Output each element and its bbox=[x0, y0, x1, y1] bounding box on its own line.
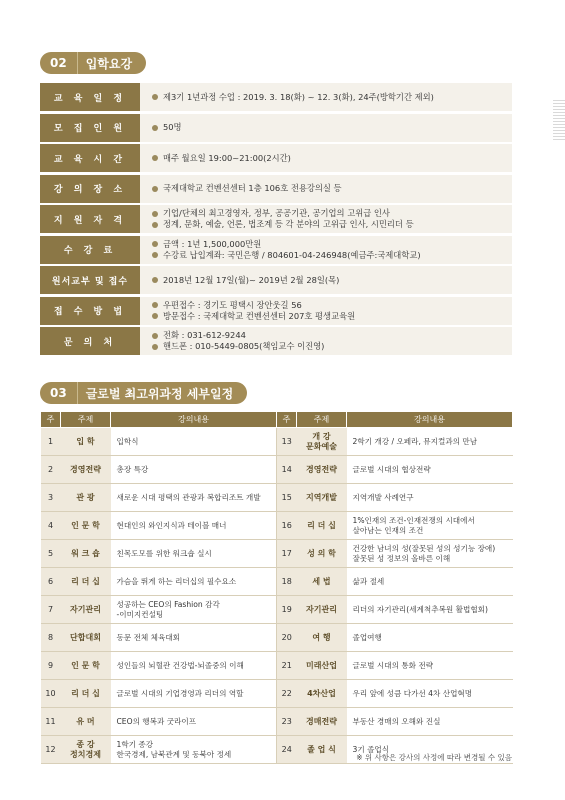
bullet-icon bbox=[152, 211, 158, 217]
info-text: 제3기 1년과정 수업 : 2019. 3. 18(화) ~ 12. 3(화), 24주(방학기간 제외) bbox=[163, 91, 434, 102]
topic-cell: 미래산업 bbox=[297, 652, 347, 680]
week-number: 5 bbox=[41, 540, 61, 568]
content-cell: 글로벌 시대의 기업경영과 리더의 역할 bbox=[111, 680, 277, 708]
info-line bbox=[152, 275, 512, 286]
schedule-row bbox=[41, 484, 513, 512]
bullet-icon bbox=[152, 252, 158, 258]
info-text: 방문접수 : 국제대학교 컨벤션센터 207호 평생교육원 bbox=[163, 310, 356, 321]
info-text: 핸드폰 : 010-5449-0805(책임교수 이진영) bbox=[163, 341, 325, 351]
content-cell: 우리 앞에 성큼 다가선 4차 산업혁명 bbox=[347, 680, 513, 708]
topic-cell: 리 더 십 bbox=[297, 512, 347, 540]
content-cell: 성인들의 뇌혈관 건강법-뇌졸중의 이해 bbox=[111, 652, 277, 680]
info-text: 금액 : 1년 1,500,000만원 bbox=[163, 238, 262, 249]
admission-info-table bbox=[40, 83, 512, 358]
week-number: 18 bbox=[277, 568, 297, 596]
topic-cell: 유 머 bbox=[61, 708, 111, 736]
info-label: 지 원 자 격 bbox=[40, 205, 140, 233]
info-line bbox=[152, 183, 512, 194]
bullet-icon bbox=[152, 186, 158, 192]
info-text: 정계, 문화, 예술, 언론, 법조계 등 각 분야의 고위급 인사, 시민리더 등 bbox=[163, 219, 414, 229]
info-label: 교 육 시 간 bbox=[40, 144, 140, 172]
section-title: 글로벌 최고위과정 세부일정 bbox=[77, 382, 247, 404]
bullet-icon bbox=[152, 125, 158, 131]
info-text: 국제대학교 컨벤션센터 1층 106호 전용강의실 등 bbox=[163, 183, 342, 193]
week-number: 24 bbox=[277, 736, 297, 764]
info-value bbox=[140, 236, 512, 264]
topic-cell: 경영전략 bbox=[297, 456, 347, 484]
week-number: 21 bbox=[277, 652, 297, 680]
info-label: 원서교부 및 접수 bbox=[40, 266, 140, 294]
schedule-row bbox=[41, 428, 513, 456]
content-cell: 총장 특강 bbox=[111, 456, 277, 484]
info-line bbox=[152, 153, 512, 164]
info-text: 2018년 12월 17일(월)~ 2019년 2월 28일(목) bbox=[163, 274, 340, 285]
info-text: 우편접수 : 경기도 평택시 장안웃길 56 bbox=[163, 299, 302, 310]
info-value bbox=[140, 144, 512, 172]
section-title: 입학요강 bbox=[77, 52, 146, 74]
info-label: 교 육 일 정 bbox=[40, 83, 140, 111]
section-number: 02 bbox=[40, 52, 77, 74]
topic-cell: 리 더 십 bbox=[61, 680, 111, 708]
topic-cell: 자기관리 bbox=[61, 596, 111, 624]
info-row bbox=[40, 114, 512, 142]
schedule-row bbox=[41, 512, 513, 540]
content-cell: 리더의 자기관리(세계척추복원 활법협회) bbox=[347, 596, 513, 624]
info-label: 수 강 료 bbox=[40, 236, 140, 264]
topic-cell: 4차산업 bbox=[297, 680, 347, 708]
topic-cell: 리 더 십 bbox=[61, 568, 111, 596]
info-line bbox=[152, 311, 512, 322]
topic-cell: 지역개발 bbox=[297, 484, 347, 512]
info-row bbox=[40, 205, 512, 233]
footnote: ※ 위 사항은 강사의 사정에 따라 변경될 수 있음 bbox=[356, 753, 512, 762]
header-topic: 주제 bbox=[61, 412, 111, 428]
content-cell: 동문 전체 체육대회 bbox=[111, 624, 277, 652]
week-number: 23 bbox=[277, 708, 297, 736]
week-number: 17 bbox=[277, 540, 297, 568]
content-cell: 1학기 종강 한국경제, 남북관계 및 동북아 정세 bbox=[111, 736, 277, 764]
schedule-row bbox=[41, 624, 513, 652]
topic-cell: 워 크 숍 bbox=[61, 540, 111, 568]
header-week: 주 bbox=[277, 412, 297, 428]
info-line bbox=[152, 341, 512, 352]
bullet-icon bbox=[152, 313, 158, 319]
topic-cell: 개 강 문화예술 bbox=[297, 428, 347, 456]
content-cell: 1%인재의 조건-인재전쟁의 시대에서 살아남는 인재의 조건 bbox=[347, 512, 513, 540]
header-topic: 주제 bbox=[297, 412, 347, 428]
topic-cell: 종 강 정치경제 bbox=[61, 736, 111, 764]
info-label: 접 수 방 법 bbox=[40, 297, 140, 325]
info-line bbox=[152, 330, 512, 341]
topic-cell: 경영전략 bbox=[61, 456, 111, 484]
week-number: 2 bbox=[41, 456, 61, 484]
bullet-icon bbox=[152, 277, 158, 283]
content-cell: 글로벌 시대의 통화 전략 bbox=[347, 652, 513, 680]
content-cell: 지역개발 사례연구 bbox=[347, 484, 513, 512]
week-number: 7 bbox=[41, 596, 61, 624]
content-cell: 2학기 개강 / 오페라, 뮤지컬과의 만남 bbox=[347, 428, 513, 456]
topic-cell: 성 의 학 bbox=[297, 540, 347, 568]
info-text: 매주 월요일 19:00~21:00(2시간) bbox=[163, 152, 291, 163]
info-line bbox=[152, 92, 512, 103]
schedule-row bbox=[41, 652, 513, 680]
bullet-icon bbox=[152, 155, 158, 161]
content-cell: 3기 졸업식 bbox=[347, 736, 513, 764]
schedule-row bbox=[41, 540, 513, 568]
info-value bbox=[140, 266, 512, 294]
content-cell: 가슴을 뛰게 하는 리더십의 필수요소 bbox=[111, 568, 277, 596]
schedule-row bbox=[41, 568, 513, 596]
bullet-icon bbox=[152, 333, 158, 339]
topic-cell: 졸 업 식 bbox=[297, 736, 347, 764]
week-number: 20 bbox=[277, 624, 297, 652]
info-value bbox=[140, 114, 512, 142]
content-cell: 입학식 bbox=[111, 428, 277, 456]
week-number: 4 bbox=[41, 512, 61, 540]
topic-cell: 인 문 학 bbox=[61, 652, 111, 680]
schedule-header-row bbox=[41, 412, 513, 428]
info-label: 모 집 인 원 bbox=[40, 114, 140, 142]
page-edge-decoration bbox=[553, 100, 565, 140]
section-header-admission bbox=[40, 52, 146, 74]
header-content: 강의내용 bbox=[347, 412, 513, 428]
week-number: 15 bbox=[277, 484, 297, 512]
info-row bbox=[40, 83, 512, 111]
info-line bbox=[152, 239, 512, 250]
week-number: 8 bbox=[41, 624, 61, 652]
topic-cell: 여 행 bbox=[297, 624, 347, 652]
info-line bbox=[152, 250, 512, 261]
content-cell: 졸업여행 bbox=[347, 624, 513, 652]
content-cell: 부동산 경매의 오해와 진실 bbox=[347, 708, 513, 736]
bullet-icon bbox=[152, 94, 158, 100]
topic-cell: 입 학 bbox=[61, 428, 111, 456]
info-text: 수강료 납입계좌: 국민은행 / 804601-04-246948(예금주:국제대학교) bbox=[163, 249, 421, 260]
info-row bbox=[40, 297, 512, 325]
week-number: 16 bbox=[277, 512, 297, 540]
bullet-icon bbox=[152, 241, 158, 247]
week-number: 22 bbox=[277, 680, 297, 708]
schedule-row bbox=[41, 708, 513, 736]
section-number: 03 bbox=[40, 382, 77, 404]
header-week: 주 bbox=[41, 412, 61, 428]
bullet-icon bbox=[152, 344, 158, 350]
topic-cell: 경매전략 bbox=[297, 708, 347, 736]
info-line bbox=[152, 122, 512, 133]
week-number: 3 bbox=[41, 484, 61, 512]
topic-cell: 단합대회 bbox=[61, 624, 111, 652]
info-row bbox=[40, 266, 512, 294]
content-cell: 친목도모를 위한 워크숍 실시 bbox=[111, 540, 277, 568]
content-cell: 글로벌 시대의 협상전략 bbox=[347, 456, 513, 484]
info-text: 50명 bbox=[163, 122, 182, 132]
info-row bbox=[40, 236, 512, 264]
info-text: 전화 : 031-612-9244 bbox=[163, 330, 246, 340]
topic-cell: 관 광 bbox=[61, 484, 111, 512]
info-line bbox=[152, 208, 512, 219]
schedule-row bbox=[41, 596, 513, 624]
content-cell: 새로운 시대 평택의 관광과 복합리조트 개발 bbox=[111, 484, 277, 512]
info-row bbox=[40, 175, 512, 203]
schedule-table bbox=[40, 411, 513, 764]
info-text: 기업/단체의 최고경영자, 정부, 공공기관, 공기업의 고위급 인사 bbox=[163, 208, 390, 218]
content-cell: 삶과 절세 bbox=[347, 568, 513, 596]
info-value bbox=[140, 205, 512, 233]
schedule-row bbox=[41, 456, 513, 484]
week-number: 10 bbox=[41, 680, 61, 708]
week-number: 14 bbox=[277, 456, 297, 484]
info-value bbox=[140, 175, 512, 203]
section-header-schedule bbox=[40, 382, 247, 404]
topic-cell: 세 법 bbox=[297, 568, 347, 596]
bullet-icon bbox=[152, 222, 158, 228]
info-row bbox=[40, 144, 512, 172]
info-label: 강 의 장 소 bbox=[40, 175, 140, 203]
topic-cell: 인 문 학 bbox=[61, 512, 111, 540]
schedule-row bbox=[41, 680, 513, 708]
topic-cell: 자기관리 bbox=[297, 596, 347, 624]
week-number: 6 bbox=[41, 568, 61, 596]
week-number: 9 bbox=[41, 652, 61, 680]
week-number: 13 bbox=[277, 428, 297, 456]
info-row bbox=[40, 327, 512, 355]
week-number: 19 bbox=[277, 596, 297, 624]
content-cell: CEO의 행복과 굿라이프 bbox=[111, 708, 277, 736]
header-content: 강의내용 bbox=[111, 412, 277, 428]
content-cell: 건강한 남녀의 성(잘못된 성의 성기능 장애) 잘못된 성 정보의 올바른 이해 bbox=[347, 540, 513, 568]
bullet-icon bbox=[152, 302, 158, 308]
info-value bbox=[140, 83, 512, 111]
info-value bbox=[140, 327, 512, 355]
info-label: 문 의 처 bbox=[40, 327, 140, 355]
info-value bbox=[140, 297, 512, 325]
content-cell: 현대인의 와인지식과 테이블 매너 bbox=[111, 512, 277, 540]
info-line bbox=[152, 300, 512, 311]
week-number: 12 bbox=[41, 736, 61, 764]
info-line bbox=[152, 219, 512, 230]
week-number: 11 bbox=[41, 708, 61, 736]
week-number: 1 bbox=[41, 428, 61, 456]
content-cell: 성공하는 CEO의 Fashion 감각 -이미지컨설팅 bbox=[111, 596, 277, 624]
